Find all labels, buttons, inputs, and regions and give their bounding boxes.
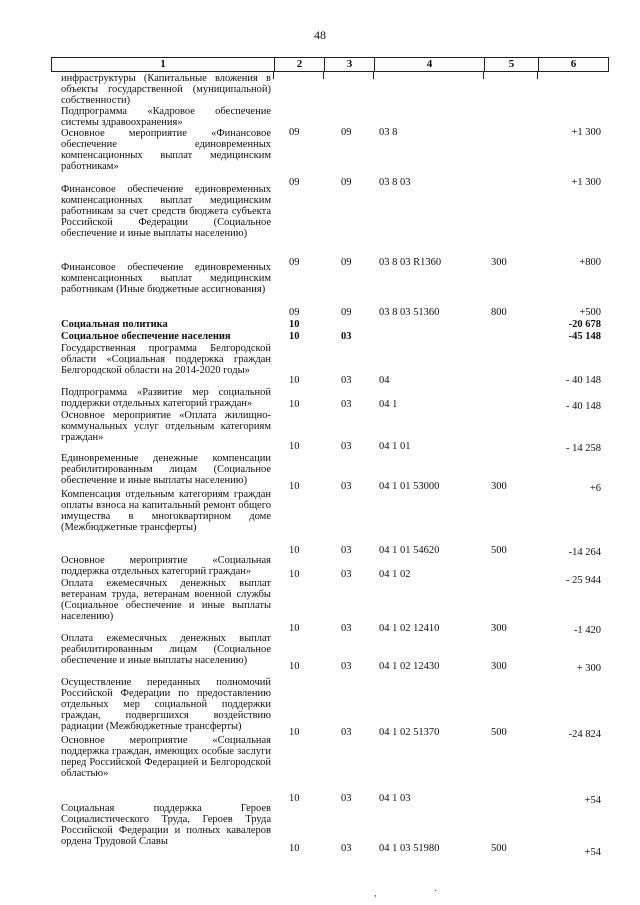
row-amount: +6 — [589, 483, 601, 494]
row-description: Оплата ежемесячных денежных выплат реабилитированным лицам (Социальное обеспечение и иные выплаты населению) — [61, 633, 271, 666]
row-amount: - 14 258 — [566, 443, 601, 454]
row-subsection: 09 — [341, 177, 352, 188]
row-target-code: 03 8 03 51360 — [379, 307, 440, 318]
col-divider — [537, 71, 538, 79]
row-target-code: 04 1 02 12430 — [379, 661, 440, 672]
budget-table — [51, 57, 609, 858]
row-target-code: 03 8 03 — [379, 177, 411, 188]
row-description: Оплата ежемесячных денежных выплат ветеранам труда, ветеранам военной службы (Социальное обеспечение и иные выплаты населению) — [61, 578, 271, 622]
row-expense-type: 500 — [491, 545, 507, 556]
row-expense-type: 800 — [491, 307, 507, 318]
row-amount: +800 — [579, 257, 601, 268]
row-amount: -24 824 — [568, 729, 601, 740]
row-section: 09 — [289, 127, 300, 138]
row-section: 10 — [289, 843, 300, 854]
row-target-code: 04 1 01 54620 — [379, 545, 440, 556]
row-description: Социальная поддержка Героев Социалистического Труда, Героев Труда Российской Федерации и полных кавалеров ордена Трудовой Славы — [61, 803, 271, 847]
table-body — [51, 71, 609, 901]
row-target-code: 04 1 01 — [379, 441, 411, 452]
row-section: 09 — [289, 257, 300, 268]
row-amount: -1 420 — [573, 625, 601, 636]
header-col-2: 2 — [274, 58, 324, 71]
row-section: 10 — [289, 793, 300, 804]
row-amount: +1 300 — [571, 177, 601, 188]
row-section: 09 — [289, 307, 300, 318]
row-section: 09 — [289, 177, 300, 188]
row-description: Осуществление переданных полномочий Российской Федерации по предоставлению отдельных мер социальной поддержки граждан, подвергшихся воздействию радиации (Межбюджетные трансферты) — [61, 677, 271, 732]
row-subsection: 03 — [341, 481, 352, 492]
row-subsection: 03 — [341, 793, 352, 804]
row-expense-type: 300 — [491, 481, 507, 492]
row-description: Подпрограмма «Кадровое обеспечение системы здравоохранения» — [61, 106, 271, 128]
row-amount: - 40 148 — [566, 375, 601, 386]
header-col-5: 5 — [484, 58, 538, 71]
row-description: Социальная политика — [61, 319, 168, 330]
row-section: 10 — [289, 481, 300, 492]
row-description: Социальное обеспечение населения — [61, 331, 231, 342]
header-col-4: 4 — [374, 58, 484, 71]
col-divider — [483, 71, 484, 79]
row-subsection: 03 — [341, 375, 352, 386]
row-description: Основное мероприятие «Финансовое обеспечение единовременных компенсационных выплат медицинским работникам» — [61, 128, 271, 172]
row-section: 10 — [289, 545, 300, 556]
row-amount: - 25 944 — [566, 575, 601, 586]
scan-speck: , — [374, 888, 377, 899]
row-subsection: 09 — [341, 257, 352, 268]
row-description: Единовременные денежные компенсации реабилитированным лицам (Социальное обеспечение и иные выплаты населению) — [61, 453, 271, 486]
col-divider — [373, 71, 374, 79]
scan-speck: · — [434, 886, 438, 897]
row-expense-type: 300 — [491, 257, 507, 268]
row-expense-type: 500 — [491, 843, 507, 854]
row-target-code: 04 1 02 12410 — [379, 623, 440, 634]
row-section: 10 — [289, 727, 300, 738]
row-section: 10 — [289, 319, 300, 330]
row-section: 10 — [289, 623, 300, 634]
header-col-1: 1 — [160, 58, 166, 70]
row-subsection: 03 — [341, 843, 352, 854]
row-description: Подпрограмма «Развитие мер социальной поддержки отдельных категорий граждан» — [61, 387, 271, 409]
row-description: Основное мероприятие «Социальная поддержка граждан, имеющих особые заслуги перед Российской Федерацией и Белгородской областью» — [61, 735, 271, 779]
row-subsection: 03 — [341, 623, 352, 634]
row-description: Компенсация отдельным категориям граждан оплаты взноса на капитальный ремонт общего имущества в многоквартирном доме (Межбюджетные трансферты) — [61, 489, 271, 533]
row-amount: + 300 — [576, 663, 601, 674]
row-target-code: 04 — [379, 375, 390, 386]
row-expense-type: 500 — [491, 727, 507, 738]
row-amount: -45 148 — [568, 331, 601, 342]
row-section: 10 — [289, 661, 300, 672]
page-number: 48 — [314, 28, 326, 42]
row-amount: +54 — [584, 795, 601, 806]
row-subsection: 03 — [341, 441, 352, 452]
row-expense-type: 300 — [491, 623, 507, 634]
row-section: 10 — [289, 399, 300, 410]
row-target-code: 04 1 02 — [379, 569, 411, 580]
table-header — [51, 57, 609, 72]
row-subsection: 09 — [341, 307, 352, 318]
row-subsection: 03 — [341, 569, 352, 580]
row-section: 10 — [289, 375, 300, 386]
row-amount: - 40 148 — [566, 401, 601, 412]
row-target-code: 04 1 02 51370 — [379, 727, 440, 738]
header-col-3: 3 — [324, 58, 374, 71]
row-subsection: 03 — [341, 399, 352, 410]
row-description: инфраструктуры (Капитальные вложения в объекты государственной (муниципальной) собственности) — [61, 73, 271, 106]
row-amount: +54 — [584, 847, 601, 858]
row-subsection: 03 — [341, 545, 352, 556]
col-divider — [273, 71, 274, 79]
row-amount: -20 678 — [568, 319, 601, 330]
row-description: Финансовое обеспечение единовременных компенсационных выплат медицинским работникам за счет средств бюджета субъекта Российской Федерации (Социальное обеспечение и иные выплаты населению) — [61, 184, 271, 239]
row-target-code: 04 1 03 — [379, 793, 411, 804]
row-target-code: 03 8 — [379, 127, 398, 138]
row-amount: +500 — [579, 307, 601, 318]
header-col-6: 6 — [538, 58, 608, 71]
row-description: Государственная программа Белгородской области «Социальная поддержка граждан Белгородской области на 2014-2020 годы» — [61, 343, 271, 376]
row-description: Финансовое обеспечение единовременных компенсационных выплат медицинским работникам (Иные бюджетные ассигнования) — [61, 262, 271, 295]
row-subsection: 03 — [341, 331, 352, 342]
row-target-code: 04 1 03 51980 — [379, 843, 440, 854]
col-divider — [323, 71, 324, 79]
row-target-code: 03 8 03 R1360 — [379, 257, 442, 268]
row-section: 10 — [289, 441, 300, 452]
row-subsection: 09 — [341, 127, 352, 138]
row-amount: +1 300 — [571, 127, 601, 138]
row-expense-type: 300 — [491, 661, 507, 672]
row-target-code: 04 1 01 53000 — [379, 481, 440, 492]
row-section: 10 — [289, 331, 300, 342]
row-description: Основное мероприятие «Социальная поддержка отдельных категорий граждан» — [61, 555, 271, 577]
row-section: 10 — [289, 569, 300, 580]
row-amount: -14 264 — [568, 547, 601, 558]
row-target-code: 04 1 — [379, 399, 398, 410]
row-subsection: 03 — [341, 661, 352, 672]
row-subsection: 03 — [341, 727, 352, 738]
row-description: Основное мероприятие «Оплата жилищно-коммунальных услуг отдельным категориям граждан» — [61, 410, 271, 443]
